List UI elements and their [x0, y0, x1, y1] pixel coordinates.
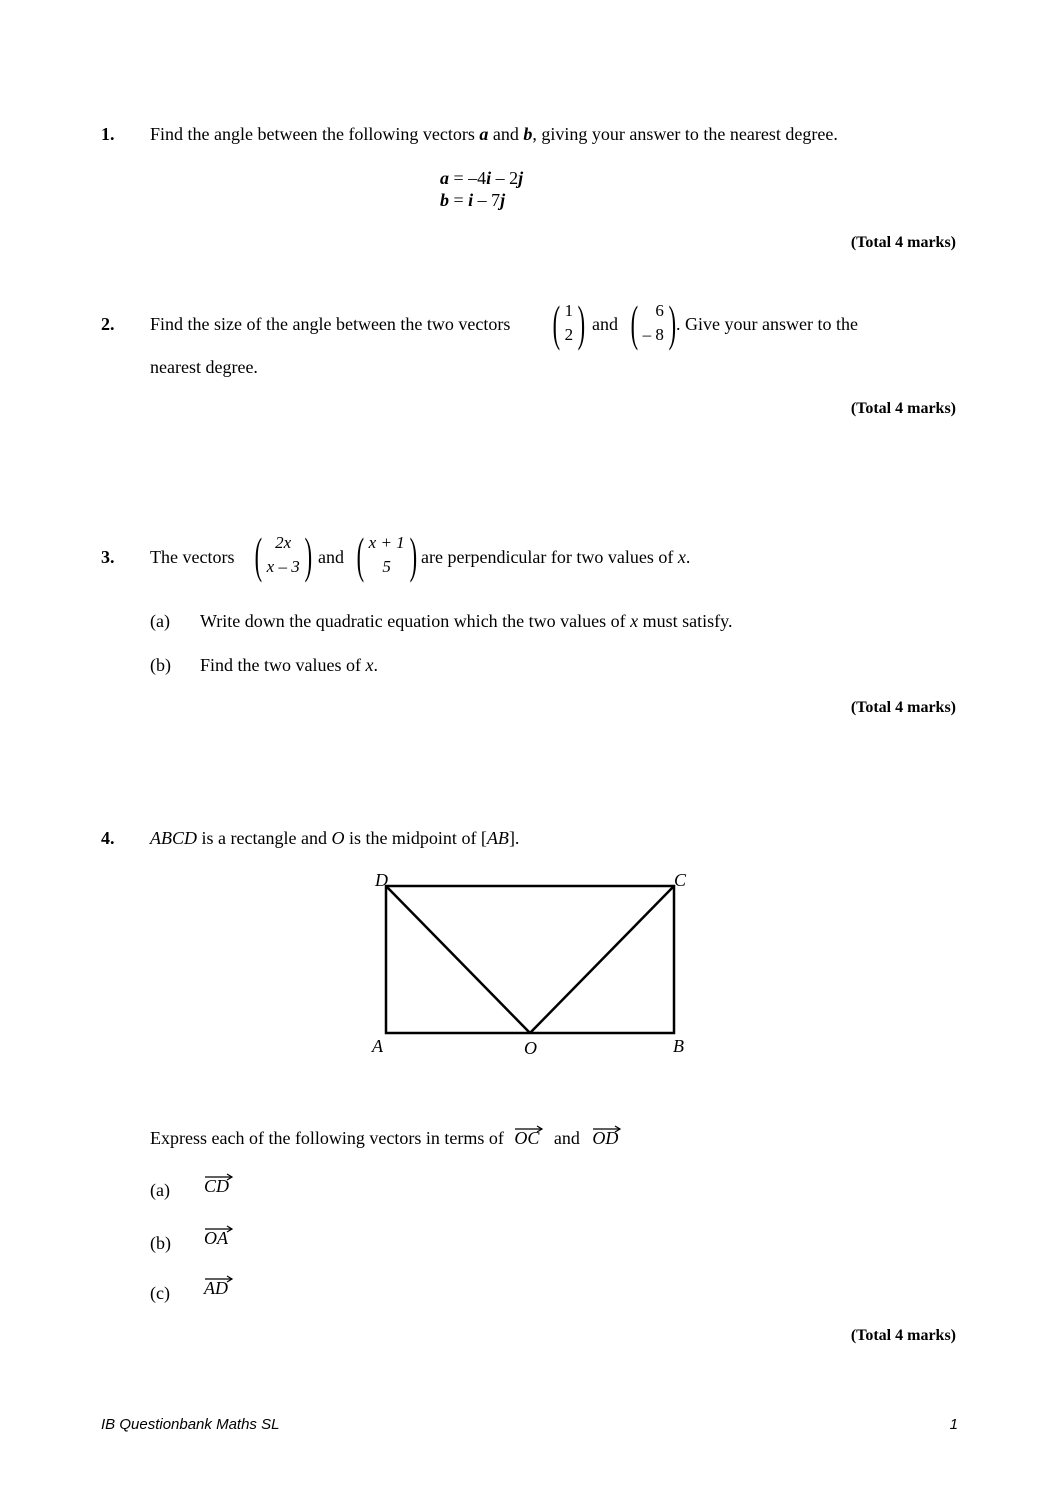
vector-2-top: x + 1: [368, 533, 405, 552]
right-paren: ): [304, 527, 312, 583]
part-b-tail: .: [373, 655, 378, 675]
left-paren: (: [630, 295, 639, 351]
question-2-text-line2: nearest degree.: [150, 357, 258, 377]
question-3-text-pre: The vectors: [150, 547, 235, 567]
line-co: [530, 886, 674, 1033]
vector-a-symbol: a: [479, 124, 489, 144]
label-a: A: [372, 1036, 383, 1056]
ad-text: AD: [204, 1278, 228, 1298]
express-and: and: [553, 1128, 580, 1148]
left-paren: (: [356, 527, 365, 583]
part-b-text: Find the two values of: [200, 655, 366, 675]
question-4-marks: (Total 4 marks): [850, 1327, 956, 1344]
eq-a-mid: – 2: [491, 168, 519, 188]
eq-a-lhs: a: [440, 168, 449, 188]
eq-a-rhs: = –4: [449, 168, 487, 188]
question-2-text-pre: Find the size of the angle between the two vectors: [150, 314, 511, 334]
part-b-var: x: [365, 655, 374, 675]
question-1-text: [150, 124, 838, 145]
question-3-vector-2: [352, 527, 421, 583]
question-1-marks: (Total 4 marks): [850, 234, 956, 251]
vector-2-bottom: 5: [382, 557, 391, 576]
eq-b-lhs: b: [440, 190, 449, 210]
question-4-part-a-label: (a): [150, 1180, 170, 1200]
arrow-icon: [204, 1172, 234, 1182]
abcd-label: ABCD: [150, 828, 197, 848]
right-paren: ): [409, 527, 417, 583]
eq-a-j: j: [518, 168, 524, 188]
vector-cd: [204, 1172, 229, 1197]
left-paren: (: [254, 527, 263, 583]
question-3-period: .: [685, 547, 691, 567]
express-text: Express each of the following vectors in terms of: [150, 1128, 509, 1148]
right-paren: ): [577, 295, 586, 351]
right-paren: ): [668, 295, 676, 351]
question-4-part-a-vector: [204, 1172, 229, 1197]
vector-ad: [204, 1274, 228, 1299]
label-c: C: [674, 870, 687, 890]
equation-a: [440, 168, 523, 189]
vector-od: [592, 1124, 618, 1149]
vector-b-symbol: b: [523, 124, 533, 144]
rectangle-diagram: [360, 866, 700, 1066]
label-d: D: [375, 870, 388, 890]
q4-close: ].: [508, 828, 520, 848]
question-3-part-a-label: (a): [150, 611, 170, 631]
question-3-x: x: [677, 547, 686, 567]
vector-1-top: 1: [564, 301, 574, 320]
question-3-part-b-text: [200, 655, 378, 676]
vector-1-top: 2x: [275, 533, 292, 552]
question-3-text-post: [421, 547, 690, 568]
question-3-marks: (Total 4 marks): [850, 699, 956, 716]
eq-b-j: j: [500, 190, 506, 210]
vector-1-bottom: x – 3: [266, 557, 300, 576]
question-2-number: 2.: [101, 314, 115, 334]
q4-text-mid: is a rectangle and: [197, 828, 332, 848]
question-2-vector-2: [626, 295, 681, 351]
question-2-vector-1: [548, 295, 590, 351]
question-1-text-post: , giving your answer to the nearest degree.: [532, 124, 838, 144]
question-4-part-b-label: (b): [150, 1233, 171, 1253]
question-2-text-post: . Give your answer to the: [676, 314, 858, 334]
vector-1-bottom: 2: [564, 325, 574, 344]
equation-b: [440, 190, 505, 211]
question-4-part-c-label: (c): [150, 1283, 170, 1303]
question-1-text-pre: Find the angle between the following vectors: [150, 124, 480, 144]
question-3-and: and: [318, 547, 344, 567]
od-text: OD: [592, 1128, 619, 1148]
arrow-icon: [592, 1124, 622, 1134]
rectangle-abcd: [386, 886, 674, 1033]
question-3-post-text: are perpendicular for two values of: [421, 547, 678, 567]
and-word: and: [488, 124, 524, 144]
part-a-text: Write down the quadratic equation which the two values of: [200, 611, 631, 631]
eq-a-i: i: [486, 168, 492, 188]
left-paren: (: [552, 295, 561, 351]
part-a-var: x: [630, 611, 639, 631]
label-o: O: [524, 1038, 537, 1058]
oa-text: OA: [204, 1228, 228, 1248]
question-3-vector-1: [250, 527, 316, 583]
arrow-icon: [514, 1124, 544, 1134]
question-1-number: 1.: [101, 124, 115, 144]
eq-b-rhs: =: [449, 190, 469, 210]
line-do: [386, 886, 530, 1033]
question-3-part-b-label: (b): [150, 655, 171, 675]
vector-2-top: 6: [655, 301, 664, 320]
question-3-part-a-text: [200, 611, 733, 632]
arrow-icon: [204, 1224, 234, 1234]
question-2-marks: (Total 4 marks): [850, 400, 956, 417]
vector-oc: [514, 1124, 539, 1149]
question-4-text: [150, 828, 519, 849]
oc-text: OC: [514, 1128, 540, 1148]
question-3-number: 3.: [101, 547, 115, 567]
question-4-number: 4.: [101, 828, 115, 848]
vector-oa: [204, 1224, 228, 1249]
page-number: 1: [949, 1416, 958, 1433]
vector-2-bottom: – 8: [642, 325, 664, 344]
footer-title: IB Questionbank Maths SL: [101, 1416, 280, 1433]
part-a-tail: must satisfy.: [638, 611, 733, 631]
ab-label: AB: [486, 828, 509, 848]
cd-text: CD: [204, 1176, 230, 1196]
question-4-part-b-vector: [204, 1224, 228, 1249]
arrow-icon: [204, 1274, 234, 1284]
o-label: O: [331, 828, 345, 848]
question-2-and: and: [592, 314, 618, 334]
eq-b-mid: – 7: [473, 190, 501, 210]
label-b: B: [673, 1036, 684, 1056]
q4-text-post: is the midpoint of [: [344, 828, 487, 848]
question-4-part-c-vector: [204, 1274, 228, 1299]
question-4-express: [150, 1124, 618, 1149]
eq-b-i: i: [468, 190, 474, 210]
